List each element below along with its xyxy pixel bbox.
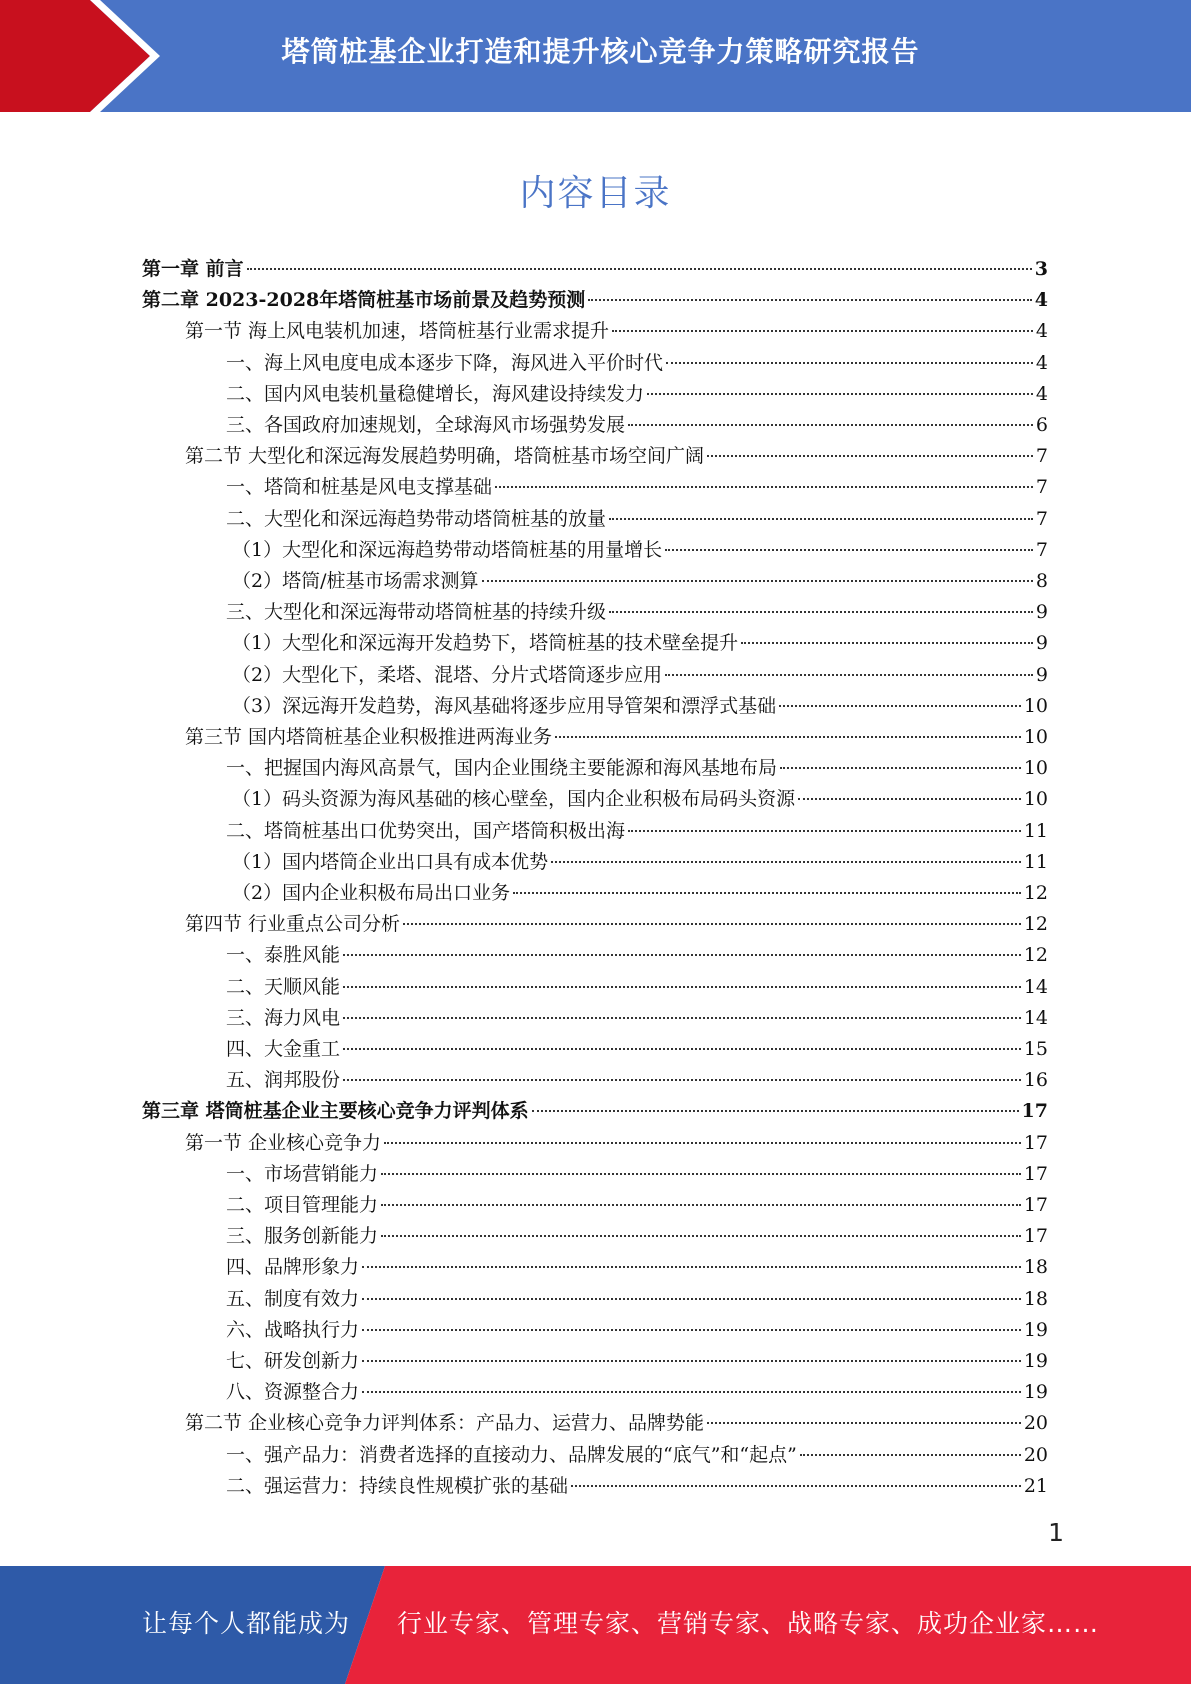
toc-entry-label: 四、品牌形象力: [226, 1256, 360, 1279]
toc-entry-label: 第二节 大型化和深远海发展趋势明确，塔筒桩基市场空间广阔: [185, 445, 705, 468]
toc-entry[interactable]: [226, 597, 1048, 628]
toc-entry-label: 第一节 海上风电装机加速，塔筒桩基行业需求提升: [185, 320, 610, 343]
toc-entry[interactable]: [226, 1221, 1048, 1252]
toc-entry-label: 一、海上风电度电成本逐步下降，海风进入平价时代: [226, 351, 664, 374]
toc-entry-page: 9: [1035, 663, 1048, 686]
toc-entry-page: 11: [1023, 819, 1048, 842]
toc-entry[interactable]: [226, 472, 1048, 503]
toc-entry-page: 17: [1023, 1225, 1048, 1248]
toc-entry-label: 二、塔筒桩基出口优势突出，国产塔筒积极出海: [226, 819, 626, 842]
toc-entry-label: 五、润邦股份: [226, 1069, 341, 1092]
toc-dot-leader: [343, 1044, 1021, 1050]
toc-entry-label: （2）大型化下，柔塔、混塔、分片式塔筒逐步应用: [232, 663, 663, 686]
toc-entry-label: 五、制度有效力: [226, 1287, 360, 1310]
toc-entry-page: 19: [1023, 1350, 1048, 1372]
toc-entry-page: 3: [1034, 258, 1048, 280]
toc-entry-page: 17: [1023, 1131, 1048, 1154]
toc-dot-leader: [513, 888, 1021, 894]
toc-dot-leader: [798, 794, 1021, 800]
toc-entry-label: 二、大型化和深远海趋势带动塔筒桩基的放量: [226, 507, 607, 530]
toc-entry-page: 9: [1035, 632, 1048, 655]
toc-entry-label: 第四节 行业重点公司分析: [185, 913, 401, 936]
toc-entry-label: 二、强运营力：持续良性规模扩张的基础: [226, 1474, 569, 1497]
toc-dot-leader: [343, 950, 1021, 956]
toc-entry-page: 17: [1023, 1162, 1048, 1185]
toc-dot-leader: [343, 1013, 1021, 1019]
toc-entry-page: 4: [1035, 320, 1048, 343]
toc-entry-label: 第二章 2023-2028年塔筒桩基市场前景及趋势预测: [142, 289, 586, 312]
toc-entry[interactable]: [226, 1034, 1048, 1065]
toc-entry-label: （1）国内塔筒企业出口具有成本优势: [232, 850, 549, 873]
toc-entry-page: 10: [1023, 788, 1048, 811]
toc-dot-leader: [403, 919, 1021, 925]
toc-entry-label: 三、服务创新能力: [226, 1225, 379, 1248]
toc-entry[interactable]: [226, 1003, 1048, 1034]
toc-dot-leader: [779, 701, 1021, 707]
toc-entry-label: 第一章 前言: [142, 258, 244, 280]
toc-entry-page: 9: [1035, 601, 1048, 624]
toc-entry-page: 7: [1035, 538, 1048, 561]
toc-entry[interactable]: [185, 1408, 1048, 1439]
toc-dot-leader: [707, 451, 1033, 457]
toc-entry[interactable]: [226, 1252, 1048, 1283]
toc-entry[interactable]: [232, 691, 1048, 722]
toc-dot-leader: [628, 420, 1033, 426]
toc-dot-leader: [741, 638, 1033, 644]
toc-dot-leader: [362, 1387, 1021, 1393]
toc-entry-page: 12: [1023, 944, 1048, 967]
toc-entry-page: 6: [1035, 414, 1048, 436]
toc-entry-label: 二、天顺风能: [226, 975, 341, 998]
toc-dot-leader: [588, 295, 1032, 301]
footer-banner: [0, 1566, 1191, 1684]
toc-chapter-entry[interactable]: [142, 1096, 1048, 1127]
toc-entry-page: 20: [1023, 1443, 1048, 1466]
toc-dot-leader: [571, 1481, 1021, 1487]
toc-dot-leader: [612, 326, 1033, 332]
toc-entry[interactable]: [185, 316, 1048, 347]
toc-entry[interactable]: [226, 1065, 1048, 1096]
toc-entry[interactable]: [232, 660, 1048, 691]
toc-entry-label: （3）深远海开发趋势，海风基础将逐步应用导管架和漂浮式基础: [232, 694, 777, 717]
toc-entry[interactable]: [226, 504, 1048, 535]
toc-entry-page: 19: [1023, 1381, 1048, 1404]
toc-dot-leader: [628, 826, 1021, 832]
toc-entry-label: 一、市场营销能力: [226, 1162, 379, 1185]
toc-entry-page: 10: [1023, 694, 1048, 717]
toc-entry-label: 一、把握国内海风高景气，国内企业围绕主要能源和海风基地布局: [226, 757, 778, 780]
toc-dot-leader: [532, 1106, 1019, 1112]
toc-dot-leader: [362, 1356, 1021, 1362]
toc-entry[interactable]: [226, 1440, 1048, 1471]
toc-dot-leader: [381, 1169, 1021, 1175]
toc-chapter-entry[interactable]: [142, 254, 1048, 285]
toc-entry-page: 4: [1035, 351, 1048, 374]
toc-dot-leader: [780, 763, 1021, 769]
toc-entry[interactable]: [232, 784, 1048, 815]
toc-dot-leader: [362, 1262, 1021, 1268]
toc-entry[interactable]: [185, 722, 1048, 753]
toc-dot-leader: [707, 1418, 1021, 1424]
toc-entry-page: 10: [1023, 726, 1048, 748]
toc-entry-page: 4: [1035, 382, 1048, 405]
toc-dot-leader: [665, 545, 1033, 551]
toc-entry-label: （1）码头资源为海风基础的核心壁垒，国内企业积极布局码头资源: [232, 788, 796, 811]
toc-entry-label: 一、塔筒和桩基是风电支撑基础: [226, 476, 493, 499]
toc-entry[interactable]: [232, 535, 1048, 566]
toc-entry-page: 14: [1023, 1006, 1048, 1029]
toc-dot-leader: [247, 264, 1032, 270]
report-title: 塔筒桩基企业打造和提升核心竞争力策略研究报告: [281, 35, 920, 68]
toc-entry[interactable]: [185, 1128, 1048, 1159]
toc-entry[interactable]: [226, 816, 1048, 847]
toc-dot-leader: [647, 389, 1033, 395]
toc-entry[interactable]: [185, 441, 1048, 472]
toc-entry[interactable]: [226, 972, 1048, 1003]
toc-dot-leader: [609, 514, 1033, 520]
toc-entry[interactable]: [232, 628, 1048, 659]
toc-entry-label: 第二节 企业核心竞争力评判体系：产品力、运营力、品牌势能: [185, 1412, 705, 1435]
footer-slogan-left: 让每个人都能成为: [142, 1609, 351, 1638]
header-banner: [0, 0, 1191, 112]
toc-entry-label: 第一节 企业核心竞争力: [185, 1131, 382, 1154]
toc-entry-label: 八、资源整合力: [226, 1381, 360, 1404]
toc-entry-label: 六、战略执行力: [226, 1318, 360, 1341]
toc-dot-leader: [384, 1138, 1021, 1144]
toc-entry-label: 七、研发创新力: [226, 1350, 360, 1372]
toc-entry-label: 三、海力风电: [226, 1006, 341, 1029]
footer-slogan-right: 行业专家、管理专家、营销专家、战略专家、成功企业家……: [397, 1609, 1100, 1638]
toc-entry-page: 10: [1023, 757, 1048, 780]
toc-entry-page: 14: [1023, 975, 1048, 998]
toc-dot-leader: [343, 982, 1021, 988]
toc-entry-page: 21: [1023, 1474, 1048, 1497]
toc-dot-leader: [609, 607, 1033, 613]
toc-entry[interactable]: [226, 1159, 1048, 1190]
toc-entry-page: 4: [1034, 289, 1048, 312]
toc-entry-page: 11: [1023, 850, 1048, 873]
toc-entry[interactable]: [185, 909, 1048, 940]
toc-dot-leader: [482, 576, 1033, 582]
toc-entry-label: 一、泰胜风能: [226, 944, 341, 967]
toc-entry[interactable]: [226, 753, 1048, 784]
toc-entry-label: 二、国内风电装机量稳健增长，海风建设持续发力: [226, 382, 645, 405]
toc-dot-leader: [381, 1231, 1021, 1237]
toc-entry[interactable]: [226, 1346, 1048, 1377]
toc-entry-label: （2）国内企业积极布局出口业务: [232, 882, 511, 904]
toc-entry-label: 三、各国政府加速规划，全球海风市场强势发展: [226, 414, 626, 436]
toc-entry-page: 19: [1023, 1318, 1048, 1341]
toc-entry[interactable]: [226, 1471, 1048, 1502]
toc-entry-page: 17: [1023, 1194, 1048, 1216]
toc-entry-page: 18: [1023, 1287, 1048, 1310]
toc-entry-page: 12: [1023, 913, 1048, 936]
toc-chapter-entry[interactable]: [142, 285, 1048, 316]
toc-entry-page: 7: [1035, 445, 1048, 468]
toc-dot-leader: [381, 1200, 1021, 1206]
toc-dot-leader: [551, 857, 1021, 863]
toc-entry-label: 一、强产品力：消费者选择的直接动力、品牌发展的“底气”和“起点”: [226, 1443, 797, 1466]
toc-entry-label: （1）大型化和深远海开发趋势下，塔筒桩基的技术壁垒提升: [232, 632, 739, 655]
toc-dot-leader: [665, 670, 1033, 676]
toc-entry[interactable]: [232, 878, 1048, 909]
toc-heading: 内容目录: [519, 173, 672, 214]
toc-entry-label: 四、大金重工: [226, 1038, 341, 1060]
toc-entry[interactable]: [226, 940, 1048, 971]
toc-entry-page: 15: [1023, 1038, 1048, 1060]
toc-entry[interactable]: [226, 1315, 1048, 1346]
toc-entry-label: （1）大型化和深远海趋势带动塔筒桩基的用量增长: [232, 538, 663, 561]
toc-entry-page: 18: [1023, 1256, 1048, 1279]
toc-entry-page: 17: [1021, 1100, 1048, 1123]
toc-entry-label: 三、大型化和深远海带动塔筒桩基的持续升级: [226, 601, 607, 624]
toc-dot-leader: [343, 1075, 1021, 1081]
toc-entry[interactable]: [226, 348, 1048, 379]
toc-dot-leader: [666, 358, 1033, 364]
toc-entry-page: 7: [1035, 507, 1048, 530]
toc-entry-page: 12: [1023, 882, 1048, 904]
toc-entry[interactable]: [226, 379, 1048, 410]
toc-entry[interactable]: [226, 1190, 1048, 1221]
toc-entry-page: 8: [1035, 570, 1048, 592]
toc-dot-leader: [495, 482, 1033, 488]
toc-entry[interactable]: [226, 1284, 1048, 1315]
toc-dot-leader: [800, 1450, 1021, 1456]
toc-entry-label: 第三节 国内塔筒桩基企业积极推进两海业务: [185, 726, 553, 748]
toc-entry-label: 二、项目管理能力: [226, 1194, 379, 1216]
toc-entry[interactable]: [232, 566, 1048, 597]
toc-entry-page: 16: [1023, 1069, 1048, 1092]
toc-dot-leader: [362, 1325, 1021, 1331]
page-number: 1: [1048, 1518, 1064, 1547]
toc-dot-leader: [555, 732, 1021, 738]
toc-dot-leader: [362, 1294, 1021, 1300]
toc-entry-label: （2）塔筒/桩基市场需求测算: [232, 570, 479, 592]
toc-entry-page: 7: [1035, 476, 1048, 499]
toc-entry[interactable]: [226, 410, 1048, 441]
toc-entry[interactable]: [232, 847, 1048, 878]
toc-entry[interactable]: [226, 1377, 1048, 1408]
toc-entry-page: 20: [1023, 1412, 1048, 1435]
toc-entry-label: 第三章 塔筒桩基企业主要核心竞争力评判体系: [142, 1100, 529, 1123]
